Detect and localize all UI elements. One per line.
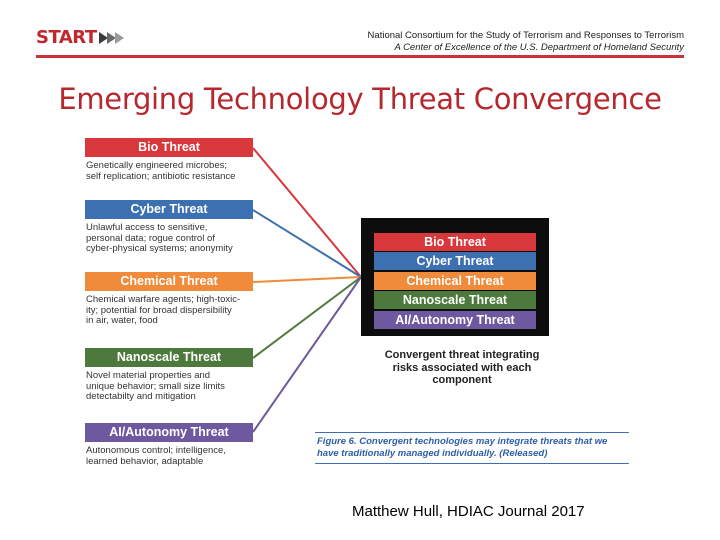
convergent-bio: Bio Threat (374, 233, 536, 251)
cyber-connector (253, 210, 361, 277)
caption-line: component (432, 374, 492, 386)
desc-line: unique behavior; small size limits (86, 380, 225, 392)
chemical-threat-label: Chemical Threat (85, 272, 253, 291)
chemical-connector (253, 277, 361, 282)
convergent-threat-box (361, 218, 549, 336)
ai-threat-label: AI/Autonomy Threat (85, 423, 253, 442)
figure-caption-line: Figure 6. Convergent technologies may integrate threats that we (317, 436, 608, 447)
chemical-threat-description (85, 295, 253, 327)
ai-threat-block (85, 423, 253, 467)
desc-line: Chemical warfare agents; high-toxic- (86, 294, 241, 305)
desc-line: learned behavior, adaptable (86, 455, 204, 467)
convergent-ai: AI/Autonomy Threat (374, 311, 536, 329)
chemical-threat-block (85, 272, 253, 327)
nanoscale-threat-description (85, 371, 253, 403)
desc-line: Unlawful access to sensitive, (86, 222, 208, 233)
cyber-threat-description (85, 223, 253, 255)
caption-line: Convergent threat integrating (384, 349, 540, 361)
logo-text: START (36, 27, 97, 48)
cyber-threat-block (85, 200, 253, 255)
desc-line: detectabilty and mitigation (86, 391, 196, 402)
caption-line: risks associated with each (392, 361, 532, 374)
desc-line: in air, water, food (86, 315, 158, 326)
desc-line: Novel material properties and (86, 370, 211, 381)
convergent-cyber: Cyber Threat (374, 252, 536, 270)
citation: Matthew Hull, HDIAC Journal 2017 (352, 503, 585, 520)
desc-line: Genetically engineered microbes; (86, 160, 227, 171)
desc-line: personal data; rogue control of (86, 232, 215, 244)
org-name: National Consortium for the Study of Terrorism and Responses to Terrorism (367, 30, 684, 41)
bio-connector (253, 148, 361, 277)
ai-connector (253, 277, 361, 432)
desc-line: ity; potential for broad dispersibility (86, 304, 232, 316)
bio-threat-description (85, 161, 253, 182)
bio-threat-block (85, 138, 253, 182)
convergent-chemical: Chemical Threat (374, 272, 536, 290)
ai-threat-description (85, 446, 253, 467)
figure-caption-line: have traditionally managed individually. (Released) (317, 448, 548, 459)
desc-line: cyber-physical systems; anonymity (86, 243, 233, 254)
cyber-threat-label: Cyber Threat (85, 200, 253, 219)
convergent-nanoscale: Nanoscale Threat (374, 291, 536, 309)
nanoscale-threat-label: Nanoscale Threat (85, 348, 253, 367)
desc-line: self replication; antibiotic resistance (86, 170, 236, 182)
figure-caption (315, 432, 629, 464)
desc-line: Autonomous control; intelligence, (86, 445, 226, 456)
bio-threat-label: Bio Threat (85, 138, 253, 157)
nanoscale-connector (253, 277, 361, 358)
org-subtitle: A Center of Excellence of the U.S. Department of Homeland Security (394, 42, 684, 53)
nanoscale-threat-block (85, 348, 253, 403)
convergent-caption (361, 349, 563, 387)
slide-title: Emerging Technology Threat Convergence (58, 82, 662, 116)
